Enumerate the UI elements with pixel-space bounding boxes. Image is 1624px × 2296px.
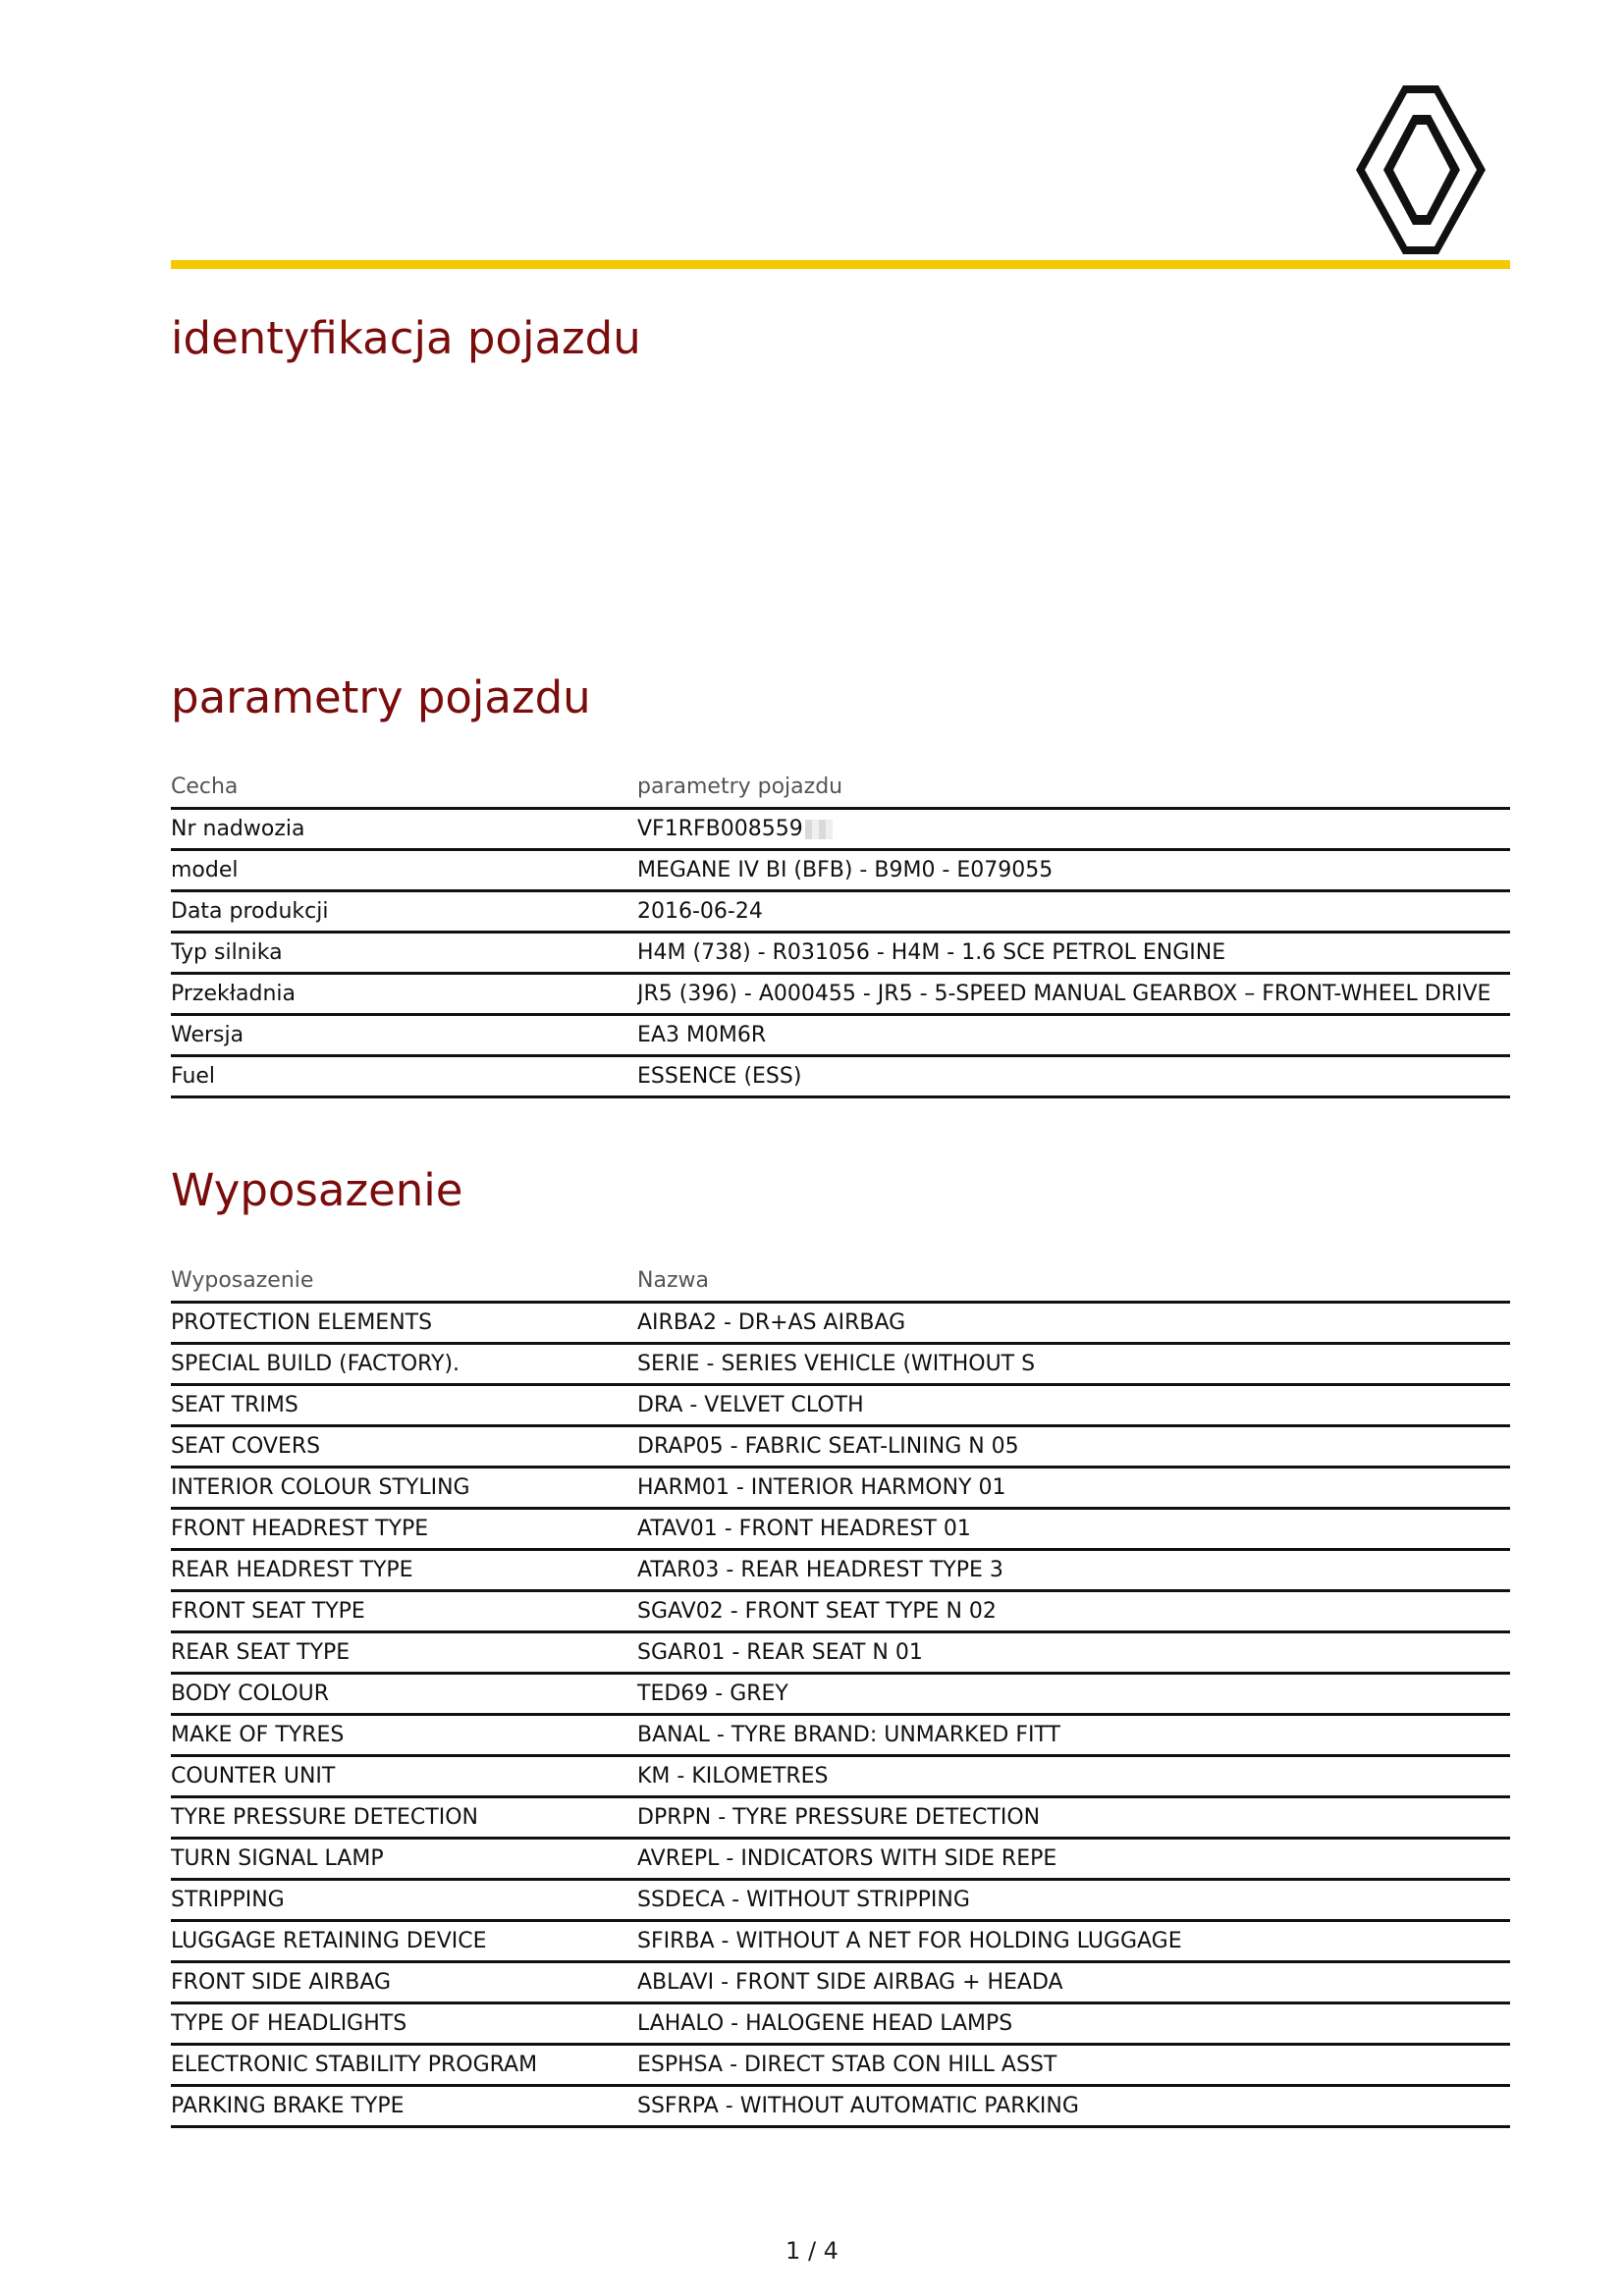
table-row — [171, 1796, 1510, 1838]
row-value: DPRPN - TYRE PRESSURE DETECTION — [637, 1796, 1510, 1838]
table-row — [171, 1055, 1510, 1096]
vin-value: VF1RFB008559 — [637, 816, 803, 841]
renault-diamond-logo-icon — [1356, 85, 1486, 254]
row-label: SEAT TRIMS — [171, 1384, 637, 1425]
row-value: SFIRBA - WITHOUT A NET FOR HOLDING LUGGAGE — [637, 1920, 1510, 1961]
row-label: Fuel — [171, 1055, 637, 1096]
table-row — [171, 2002, 1510, 2044]
row-label: FRONT SEAT TYPE — [171, 1590, 637, 1631]
row-label: REAR HEADREST TYPE — [171, 1549, 637, 1590]
row-label: REAR SEAT TYPE — [171, 1631, 637, 1673]
row-label: SPECIAL BUILD (FACTORY). — [171, 1343, 637, 1384]
row-label: FRONT HEADREST TYPE — [171, 1508, 637, 1549]
row-value: TED69 - GREY — [637, 1673, 1510, 1714]
column-header: Nazwa — [637, 1260, 1510, 1302]
row-value: SSFRPA - WITHOUT AUTOMATIC PARKING — [637, 2085, 1510, 2126]
row-value: HARM01 - INTERIOR HARMONY 01 — [637, 1467, 1510, 1508]
table-row — [171, 849, 1510, 890]
parameters-table — [171, 767, 1510, 1098]
row-value: H4M (738) - R031056 - H4M - 1.6 SCE PETROL ENGINE — [637, 932, 1510, 973]
row-label: PROTECTION ELEMENTS — [171, 1302, 637, 1343]
row-value: SGAR01 - REAR SEAT N 01 — [637, 1631, 1510, 1673]
column-header: Wyposazenie — [171, 1260, 637, 1302]
row-label: Wersja — [171, 1014, 637, 1055]
row-value: EA3 M0M6R — [637, 1014, 1510, 1055]
identification-title: identyfikacja pojazdu — [171, 312, 641, 364]
row-value: AIRBA2 - DR+AS AIRBAG — [637, 1302, 1510, 1343]
redaction-mask — [805, 820, 833, 839]
row-value: BANAL - TYRE BRAND: UNMARKED FITT — [637, 1714, 1510, 1755]
row-value: SGAV02 - FRONT SEAT TYPE N 02 — [637, 1590, 1510, 1631]
row-label: STRIPPING — [171, 1879, 637, 1920]
row-label: INTERIOR COLOUR STYLING — [171, 1467, 637, 1508]
table-row — [171, 1590, 1510, 1631]
equipment-title: Wyposazenie — [171, 1164, 463, 1216]
page-number: 1 / 4 — [785, 2237, 839, 2265]
row-value: ESSENCE (ESS) — [637, 1055, 1510, 1096]
parameters-title: parametry pojazdu — [171, 671, 591, 723]
row-label: TYPE OF HEADLIGHTS — [171, 2002, 637, 2044]
row-label: PARKING BRAKE TYPE — [171, 2085, 637, 2126]
row-label: TURN SIGNAL LAMP — [171, 1838, 637, 1879]
row-label: Typ silnika — [171, 932, 637, 973]
row-value: SSDECA - WITHOUT STRIPPING — [637, 1879, 1510, 1920]
table-row — [171, 2044, 1510, 2085]
row-value: KM - KILOMETRES — [637, 1755, 1510, 1796]
table-row — [171, 1384, 1510, 1425]
row-value: 2016-06-24 — [637, 890, 1510, 932]
row-label: model — [171, 849, 637, 890]
row-value: DRA - VELVET CLOTH — [637, 1384, 1510, 1425]
row-value: MEGANE IV BI (BFB) - B9M0 - E079055 — [637, 849, 1510, 890]
row-value: ATAV01 - FRONT HEADREST 01 — [637, 1508, 1510, 1549]
row-value: DRAP05 - FABRIC SEAT-LINING N 05 — [637, 1425, 1510, 1467]
row-value: ATAR03 - REAR HEADREST TYPE 3 — [637, 1549, 1510, 1590]
column-header: Cecha — [171, 767, 637, 808]
row-value: AVREPL - INDICATORS WITH SIDE REPE — [637, 1838, 1510, 1879]
row-value — [637, 808, 1510, 849]
row-label: MAKE OF TYRES — [171, 1714, 637, 1755]
table-row — [171, 1755, 1510, 1796]
table-header-row — [171, 1260, 1510, 1302]
table-row — [171, 1673, 1510, 1714]
table-row — [171, 1508, 1510, 1549]
table-row — [171, 2085, 1510, 2126]
row-value: LAHALO - HALOGENE HEAD LAMPS — [637, 2002, 1510, 2044]
row-value: ESPHSA - DIRECT STAB CON HILL ASST — [637, 2044, 1510, 2085]
table-row — [171, 1302, 1510, 1343]
row-label: Nr nadwozia — [171, 808, 637, 849]
row-value: JR5 (396) - A000455 - JR5 - 5-SPEED MANUAL GEARBOX – FRONT-WHEEL DRIVE — [637, 973, 1510, 1014]
table-row — [171, 1879, 1510, 1920]
row-label: LUGGAGE RETAINING DEVICE — [171, 1920, 637, 1961]
table-row — [171, 1549, 1510, 1590]
row-label: TYRE PRESSURE DETECTION — [171, 1796, 637, 1838]
row-label: COUNTER UNIT — [171, 1755, 637, 1796]
table-row — [171, 973, 1510, 1014]
row-label: ELECTRONIC STABILITY PROGRAM — [171, 2044, 637, 2085]
row-label: FRONT SIDE AIRBAG — [171, 1961, 637, 2002]
table-row — [171, 1014, 1510, 1055]
table-row — [171, 1920, 1510, 1961]
table-row — [171, 932, 1510, 973]
row-label: BODY COLOUR — [171, 1673, 637, 1714]
table-row — [171, 1343, 1510, 1384]
header-accent-rule — [171, 260, 1510, 269]
table-row — [171, 1425, 1510, 1467]
row-label: Data produkcji — [171, 890, 637, 932]
equipment-table — [171, 1260, 1510, 2128]
row-value: SERIE - SERIES VEHICLE (WITHOUT S — [637, 1343, 1510, 1384]
table-header-row — [171, 767, 1510, 808]
row-label: SEAT COVERS — [171, 1425, 637, 1467]
table-row — [171, 890, 1510, 932]
table-row — [171, 1467, 1510, 1508]
table-row — [171, 1961, 1510, 2002]
table-row — [171, 1631, 1510, 1673]
table-row — [171, 1714, 1510, 1755]
row-label: Przekładnia — [171, 973, 637, 1014]
row-value: ABLAVI - FRONT SIDE AIRBAG + HEADA — [637, 1961, 1510, 2002]
table-row — [171, 1838, 1510, 1879]
table-row — [171, 808, 1510, 849]
column-header: parametry pojazdu — [637, 767, 1510, 808]
